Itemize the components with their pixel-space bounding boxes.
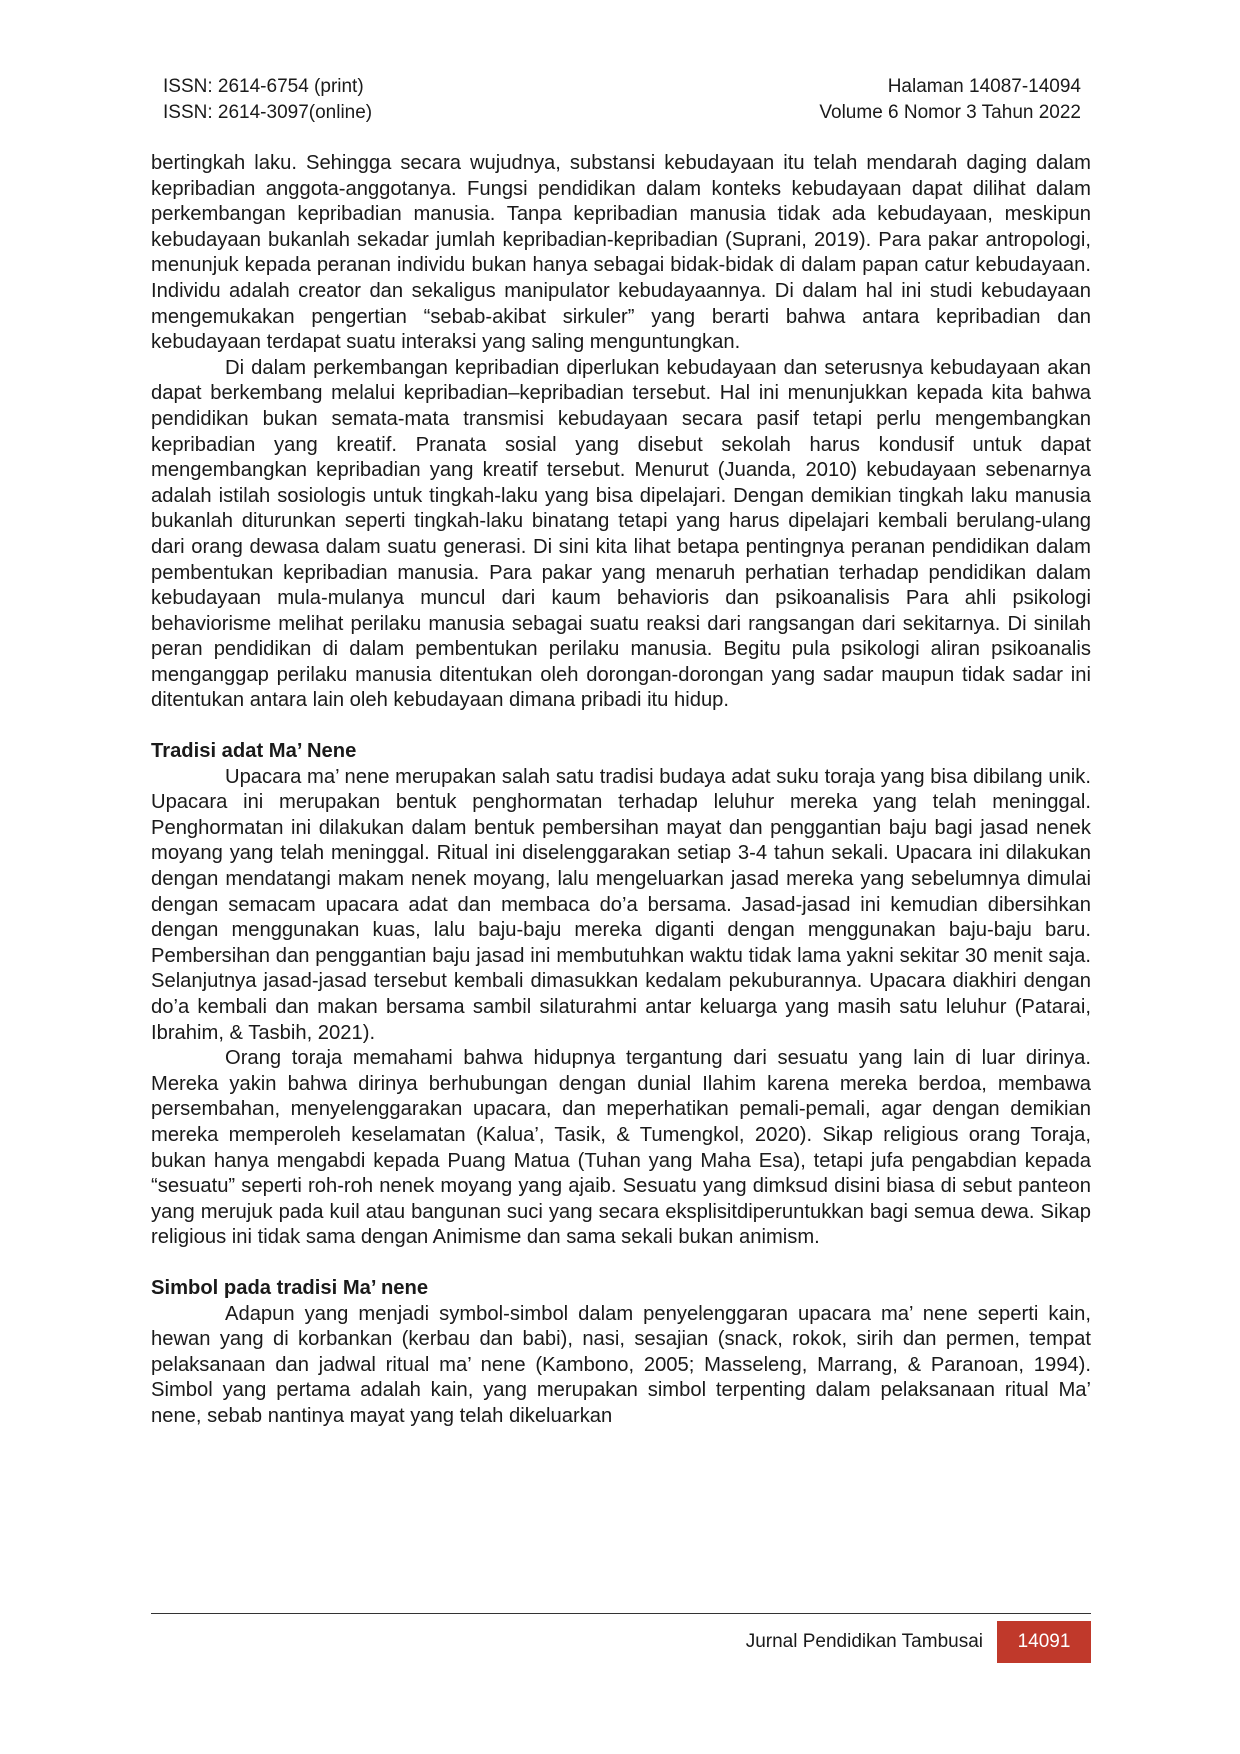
paragraph: Upacara ma’ nene merupakan salah satu tradisi budaya adat suku toraja yang bisa dibilang unik. Upacara ini merupakan bentuk penghormatan terhadap leluhur mereka yang telah meninggal. Penghormatan ini dilakukan dalam bentuk pembersihan mayat dan penggantian baju bagi jasad nenek moyang yang telah meninggal. Ritual ini diselenggarakan setiap 3-4 tahun sekali. Upacara ini dilakukan dengan mendatangi makam nenek moyang, lalu mengeluarkan jasad mereka yang sebelumnya dimulai dengan semacam upacara adat dan membaca do’a bersama. Jasad-jasad ini kemudian dibersihkan dengan menggunakan kuas, lalu baju-baju mereka diganti dengan menggunakan baju-baju baru. Pembersihan dan penggantian baju jasad ini membutuhkan waktu tidak lama yakni sekitar 30 menit saja. Selanjutnya jasad-jasad tersebut kembali dimasukkan kedalam pekuburannya. Upacara diakhiri dengan do’a kembali dan makan bersama sambil silaturahmi antar keluarga yang masih satu leluhur (Patarai, Ibrahim, & Tasbih, 2021). [151, 765, 1091, 1044]
page-number-badge: 14091 [997, 1621, 1091, 1663]
paragraph: bertingkah laku. Sehingga secara wujudnya, substansi kebudayaan itu telah mendarah daging dalam kepribadian anggota-anggotanya. Fungsi pendidikan dalam konteks kebudayaan dapat dilihat dalam perkembangan kepribadian manusia. Tanpa kepribadian manusia tidak ada kebudayaan, meskipun kebudayaan bukanlah sekadar jumlah kepribadian-kepribadian (Suprani, 2019). Para pakar antropologi, menunjuk kepada peranan individu bukan hanya sebagai bidak-bidak di dalam papan catur kebudayaan. Individu adalah creator dan sekaligus manipulator kebudayaannya. Di dalam hal ini studi kebudayaan mengemukakan pengertian “sebab-akibat sirkuler” yang berarti bahwa antara kepribadian dan kebudayaan terdapat suatu interaksi yang saling menguntungkan. [151, 152, 1091, 354]
volume-info: Volume 6 Nomor 3 Tahun 2022 [819, 102, 1081, 123]
section-heading-simbol: Simbol pada tradisi Ma’ nene [151, 1276, 429, 1299]
paragraph: Di dalam perkembangan kepribadian diperlukan kebudayaan dan seterusnya kebudayaan akan dapat berkembang melalui kepribadian–kepribadian tersebut. Hal ini menunjukkan kepada kita bahwa pendidikan bukan semata-mata transmisi kebudayaan secara pasif tetapi perlu mengembangkan kepribadian yang kreatif. Pranata sosial yang disebut sekolah harus kondusif untuk dapat mengembangkan kepribadian yang kreatif tersebut. Menurut (Juanda, 2010) kebudayaan sebenarnya adalah istilah sosiologis untuk tingkah-laku yang bisa dipelajari. Dengan demikian tingkah laku manusia bukanlah diturunkan seperti tingkah-laku binatang tetapi yang harus dipelajari kembali berulang-ulang dari orang dewasa dalam suatu generasi. Di sini kita lihat betapa pentingnya peranan pendidikan dalam pembentukan kepribadian manusia. Para pakar yang menaruh perhatian terhadap pendidikan dalam kebudayaan mula-mulanya muncul dari kaum behavioris dan psikoanalisis Para ahli psikologi behaviorisme melihat perilaku manusia sebagai suatu reaksi dari rangsangan dari sekitarnya. Di sinilah peran pendidikan di dalam pembentukan perilaku manusia. Begitu pula psikologi aliran psikoanalis menganggap perilaku manusia ditentukan oleh dorongan-dorongan yang sadar maupun tidak sadar ini ditentukan antara lain oleh kebudayaan dimana pribadi itu hidup. [151, 356, 1091, 712]
journal-name: Jurnal Pendidikan Tambusai [745, 1631, 983, 1652]
page-range: Halaman 14087-14094 [887, 76, 1081, 97]
paragraph: Adapun yang menjadi symbol-simbol dalam penyelenggaran upacara ma’ nene seperti kain, hewan yang di korbankan (kerbau dan babi), nasi, sesajian (snack, rokok, sirih dan permen, tempat pelaksanaan dan jadwal ritual ma’ nene (Kambono, 2005; Masseleng, Marrang, & Paranoan, 1994). Simbol yang pertama adalah kain, yang merupakan simbol terpenting dalam pelaksanaan ritual Ma’ nene, sebab nantinya mayat yang telah dikeluarkan [151, 1302, 1091, 1427]
footer-divider [151, 1613, 1091, 1614]
paragraph: Orang toraja memahami bahwa hidupnya tergantung dari sesuatu yang lain di luar dirinya. Mereka yakin bahwa dirinya berhubungan dengan dunial Ilahim karena mereka berdoa, membawa persembahan, menyelenggarakan upacara, dan meperhatikan pemali-pemali, agar dengan demikian mereka memperoleh keselamatan (Kalua’, Tasik, & Tumengkol, 2020). Sikap religious orang Toraja, bukan hanya mengabdi kepada Puang Matua (Tuhan yang Maha Esa), tetapi jufa pengabdian kepada “sesuatu” seperti roh-roh nenek moyang yang ajaib. Sesuatu yang dimksud disini biasa di sebut panteon yang merujuk pada kuil atau bangunan suci yang secara eksplisitdiperuntukkan bagi semua dewa. Sikap religious ini tidak sama dengan Animisme dan sama sekali bukan animism. [151, 1047, 1091, 1249]
article-body [151, 151, 1091, 1430]
page-header [163, 74, 1081, 126]
section-heading-ma-nene: Tradisi adat Ma’ Nene [151, 740, 357, 763]
issn-online: ISSN: 2614-3097(online) [163, 102, 373, 123]
page-footer [151, 1621, 1091, 1663]
issn-print: ISSN: 2614-6754 (print) [163, 76, 364, 97]
